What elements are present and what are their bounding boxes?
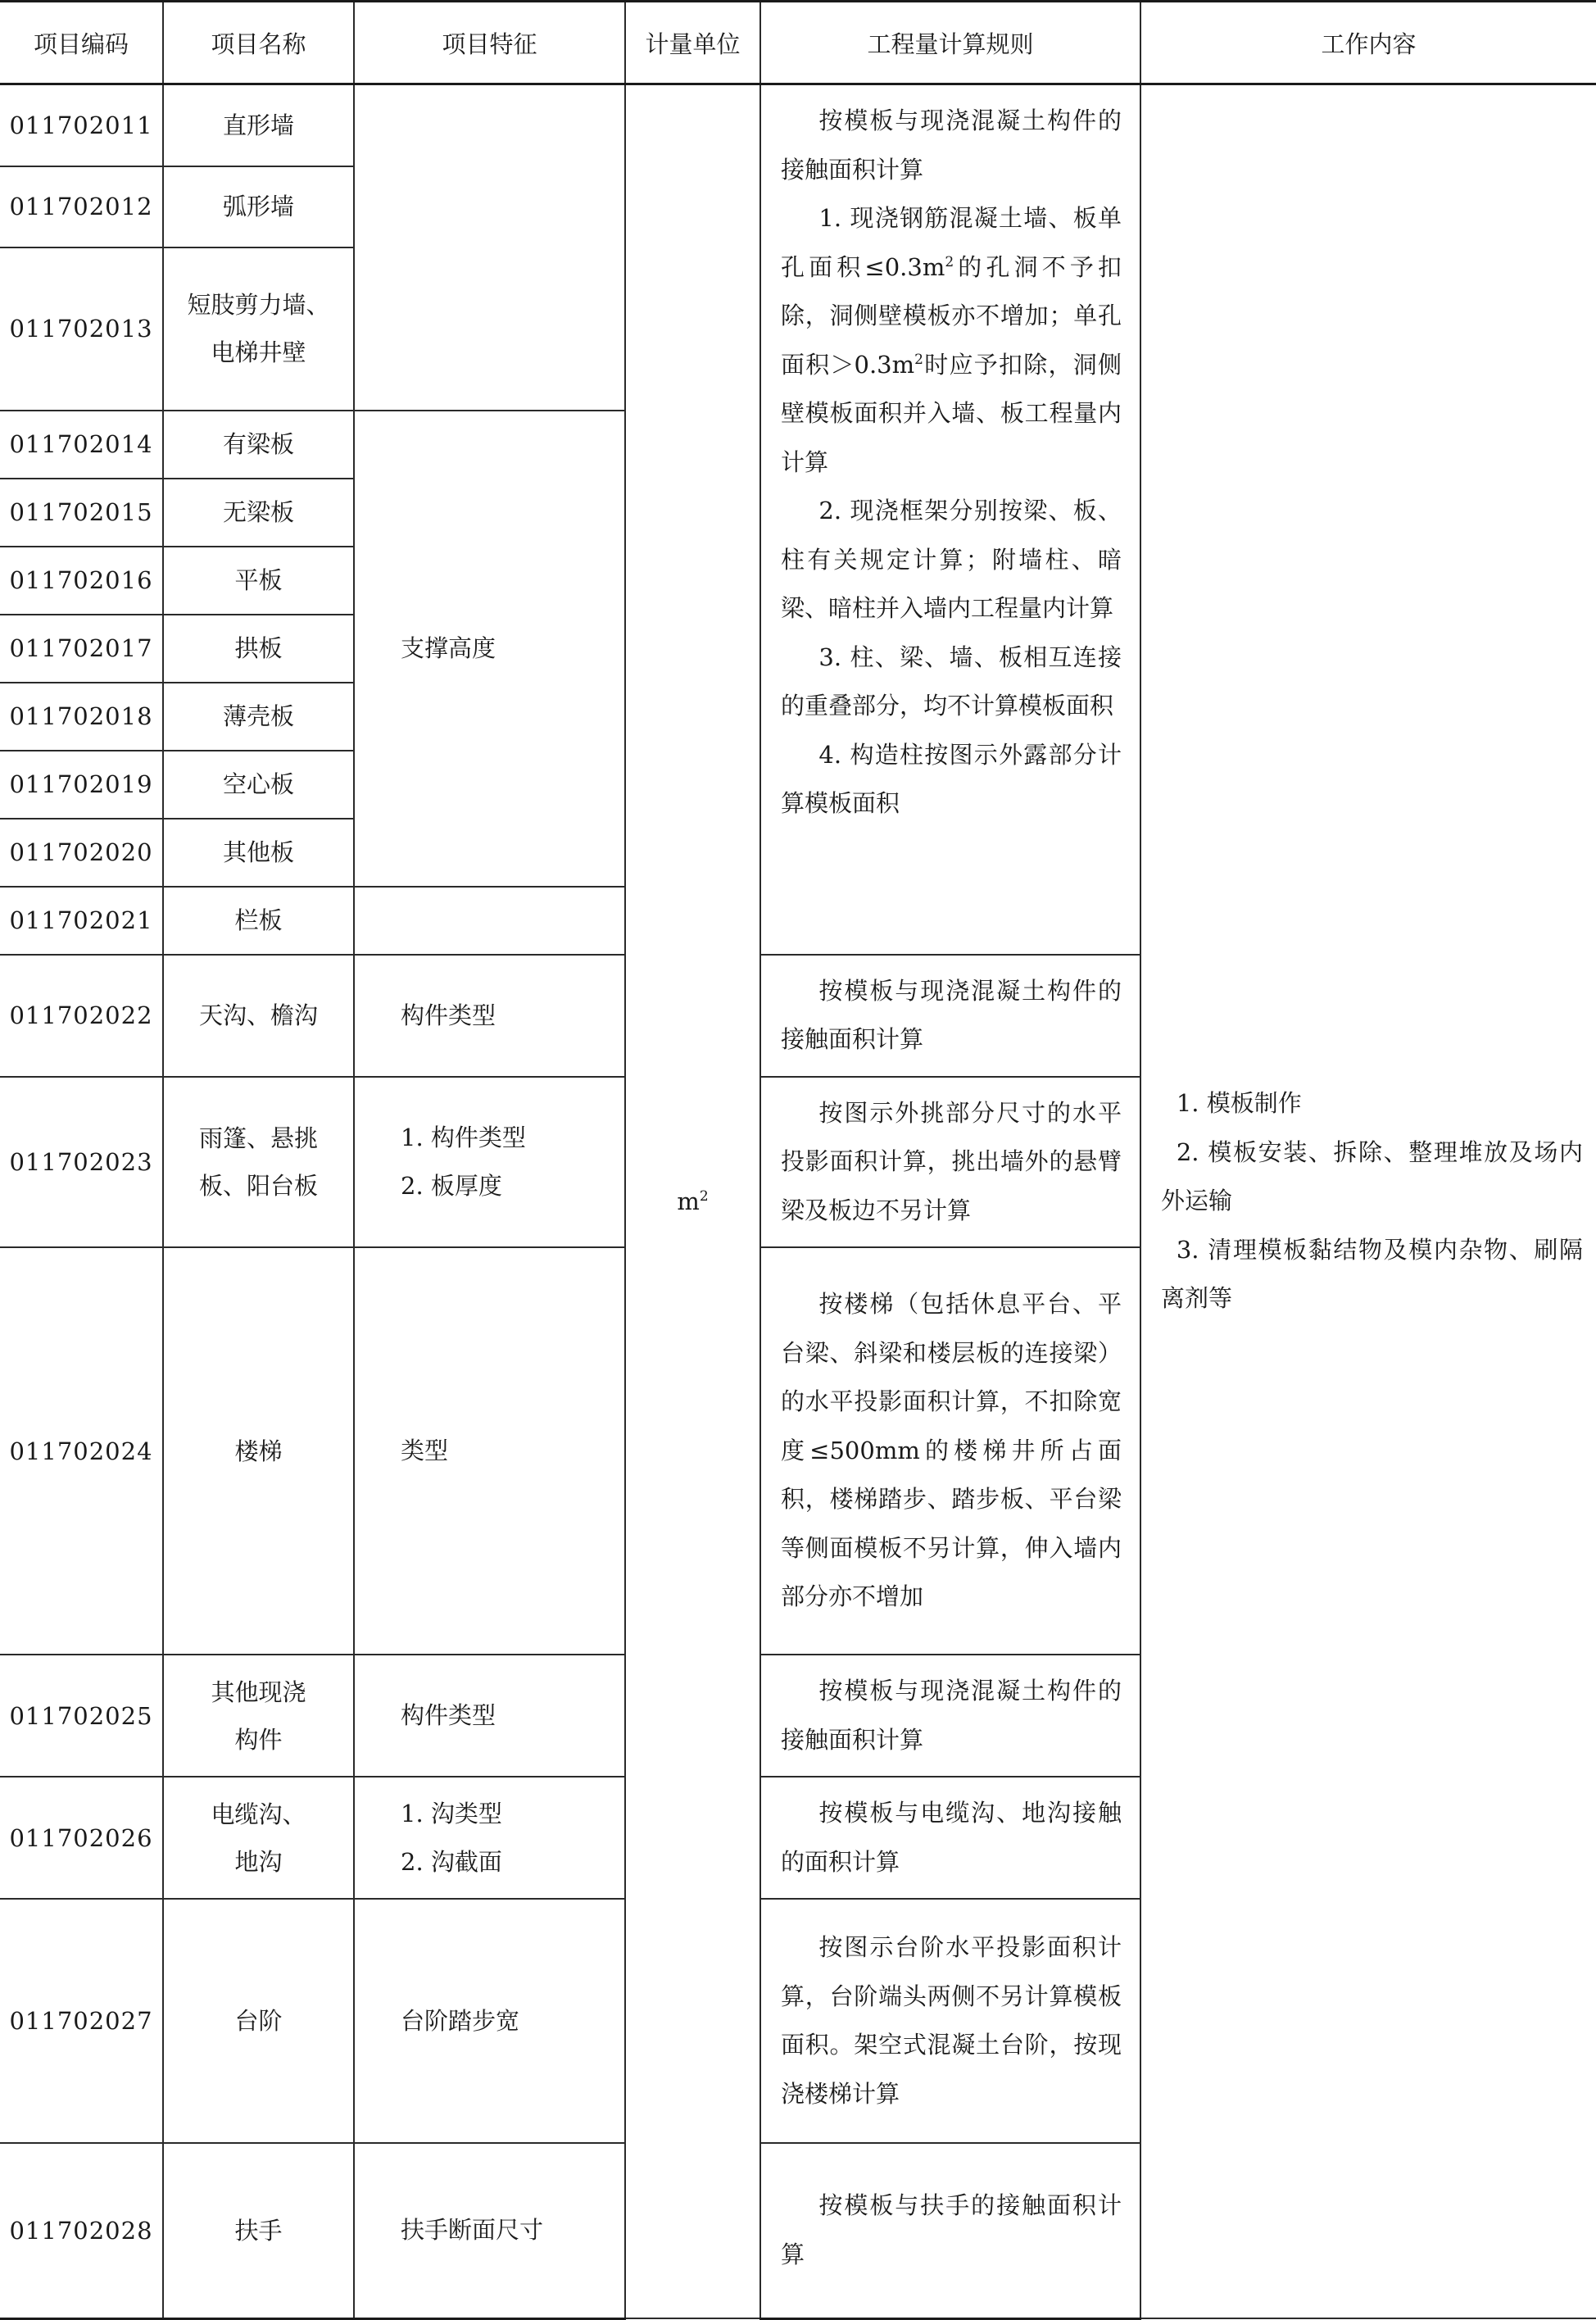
unit-sup: 2 (699, 1188, 709, 1205)
item-name: 平板 (163, 547, 354, 615)
item-code: 011702011 (0, 84, 163, 166)
item-code: 011702023 (0, 1077, 163, 1248)
item-code: 011702027 (0, 1899, 163, 2143)
item-name: 拱板 (163, 615, 354, 683)
rule-item-2: 2. 现浇框架分别按梁、板、柱有关规定计算；附墙柱、暗梁、暗柱并入墙内工程量内计算 (781, 497, 1122, 622)
table-header-row (0, 2, 1596, 84)
item-name: 有梁板 (163, 411, 354, 479)
item-feature: 扶手断面尺寸 (354, 2143, 625, 2318)
item-rule: 按模板与电缆沟、地沟接触的面积计算 (760, 1777, 1140, 1899)
header-rule: 工程量计算规则 (760, 2, 1140, 84)
item-name: 雨篷、悬挑 板、阳台板 (163, 1077, 354, 1248)
item-feature: 台阶踏步宽 (354, 1899, 625, 2143)
unit-base: m (677, 1187, 700, 1215)
item-feature: 类型 (354, 1247, 625, 1655)
item-rule: 按图示台阶水平投影面积计算，台阶端头两侧不另计算模板面积。架空式混凝土台阶，按现浇楼梯计算 (760, 1899, 1140, 2143)
item-feature: 构件类型 (354, 955, 625, 1077)
work-content (1140, 84, 1596, 2319)
item-name: 空心板 (163, 751, 354, 819)
item-code: 011702013 (0, 247, 163, 411)
item-code: 011702021 (0, 887, 163, 955)
item-name: 天沟、檐沟 (163, 955, 354, 1077)
item-code: 011702026 (0, 1777, 163, 1899)
header-name: 项目名称 (163, 2, 354, 84)
item-name: 薄壳板 (163, 683, 354, 751)
item-rule: 按楼梯（包括休息平台、平台梁、斜梁和楼层板的连接梁）的水平投影面积计算，不扣除宽度≤500mm的楼梯井所占面积，楼梯踏步、踏步板、平台梁等侧面模板不另计算，伸入墙内部分亦不增加 (760, 1247, 1140, 1655)
item-feature: 构件类型 (354, 1655, 625, 1777)
rule-intro: 按模板与现浇混凝土构件的接触面积计算 (781, 107, 1122, 184)
item-name: 电缆沟、 地沟 (163, 1777, 354, 1899)
rule-item-1: 1. 现浇钢筋混凝土墙、板单孔面积$\le 0.3m^2$的孔洞不予扣除，洞侧壁模板亦不增加；单孔面积$>0.3m^2$时应予扣除，洞侧壁模板面积并入墙、板工程量内计算 (781, 204, 1122, 476)
rule-item-4: 4. 构造柱按图示外露部分计算模板面积 (781, 740, 1122, 817)
header-unit: 计量单位 (625, 2, 760, 84)
unit-cell (625, 84, 760, 2319)
item-feature: 1. 沟类型 2. 沟截面 (354, 1777, 625, 1899)
item-code: 011702016 (0, 547, 163, 615)
item-code: 011702018 (0, 683, 163, 751)
table-row (0, 84, 1596, 166)
item-rule: 按模板与现浇混凝土构件的接触面积计算 (760, 1655, 1140, 1777)
header-work: 工作内容 (1140, 2, 1596, 84)
item-name: 扶手 (163, 2143, 354, 2318)
item-name: 短肢剪力墙、 电梯井壁 (163, 247, 354, 411)
item-code: 011702019 (0, 751, 163, 819)
item-code: 011702025 (0, 1655, 163, 1777)
item-name: 栏板 (163, 887, 354, 955)
item-name: 其他板 (163, 819, 354, 887)
header-code: 项目编码 (0, 2, 163, 84)
item-code: 011702012 (0, 166, 163, 247)
item-code: 011702017 (0, 615, 163, 683)
item-rule: 按模板与扶手的接触面积计算 (760, 2143, 1140, 2318)
work-item-1: 1. 模板制作 (1176, 1089, 1302, 1118)
item-code: 011702015 (0, 479, 163, 547)
item-name: 弧形墙 (163, 166, 354, 247)
item-name: 无梁板 (163, 479, 354, 547)
item-feature: 1. 构件类型 2. 板厚度 (354, 1077, 625, 1248)
item-name: 直形墙 (163, 84, 354, 166)
item-code: 011702024 (0, 1247, 163, 1655)
rule-block (760, 84, 1140, 955)
item-name: 楼梯 (163, 1247, 354, 1655)
item-rule: 按图示外挑部分尺寸的水平投影面积计算，挑出墙外的悬臂梁及板边不另计算 (760, 1077, 1140, 1248)
item-code: 011702022 (0, 955, 163, 1077)
item-code: 011702014 (0, 411, 163, 479)
work-item-2: 2. 模板安装、拆除、整理堆放及场内外运输 (1161, 1137, 1583, 1215)
header-feature: 项目特征 (354, 2, 625, 84)
item-name: 其他现浇 构件 (163, 1655, 354, 1777)
rule-item-3: 3. 柱、梁、墙、板相互连接的重叠部分，均不计算模板面积 (781, 642, 1122, 720)
item-code: 011702020 (0, 819, 163, 887)
item-name: 台阶 (163, 1899, 354, 2143)
work-item-3: 3. 清理模板黏结物及模内杂物、刷隔离剂等 (1161, 1235, 1583, 1313)
item-feature-empty (354, 84, 625, 411)
item-feature: 支撑高度 (354, 411, 625, 887)
item-code: 011702028 (0, 2143, 163, 2318)
item-rule: 按模板与现浇混凝土构件的接触面积计算 (760, 955, 1140, 1077)
item-feature-empty (354, 887, 625, 955)
